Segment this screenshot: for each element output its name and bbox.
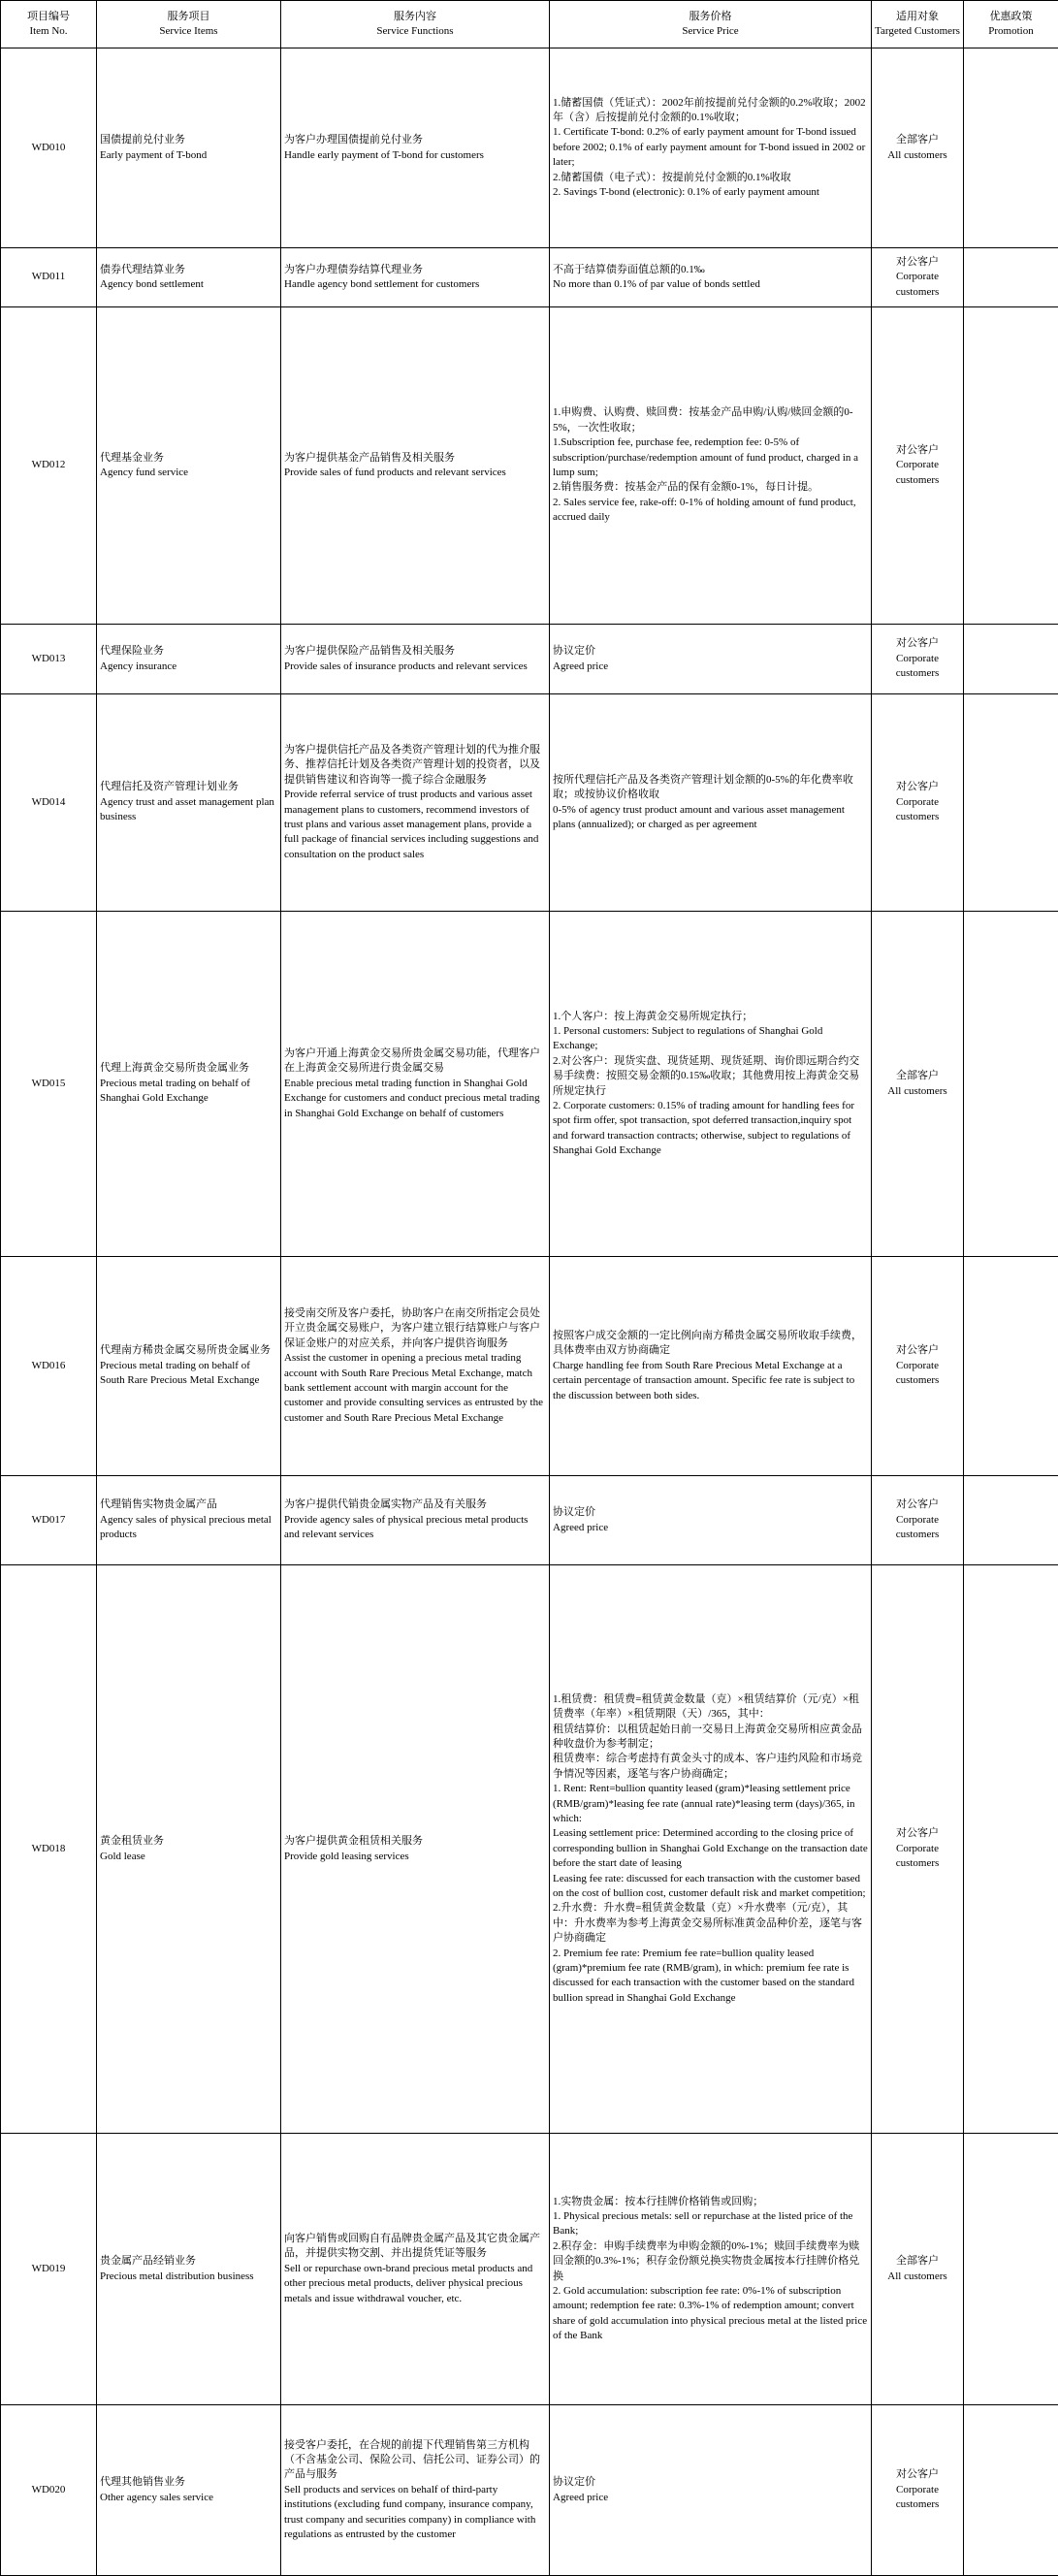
service-price-line: 1. Rent: Rent=bullion quantity leased (gram)*leasing settlement price (RMB/gram)*leasing fee rate (annual rate)*leasing term (days)/365, in which:	[553, 1782, 868, 1826]
service-price-line: Charge handling fee from South Rare Precious Metal Exchange at a certain percentage of transaction amount. Specific fee rate is subject to the discussion between both sides.	[553, 1359, 868, 1403]
targeted-customers-line: customers	[875, 2497, 960, 2512]
targeted-customers-cell	[872, 2405, 964, 2576]
service-price-line: 1.实物贵金属：按本行挂牌价格销售或回购；	[553, 2195, 868, 2209]
promotion-cell	[964, 1476, 1058, 1565]
header-item-no: 项目编号 Item No.	[1, 1, 97, 48]
service-function-cell	[281, 307, 550, 625]
targeted-customers-line: customers	[875, 1856, 960, 1871]
service-item-line: 代理保险业务	[100, 644, 277, 659]
service-item-line: Agency bond settlement	[100, 277, 277, 292]
service-price-line: 协议定价	[553, 1505, 868, 1520]
service-price-cell	[550, 248, 872, 307]
promotion-cell	[964, 2134, 1058, 2405]
targeted-customers-line: All customers	[875, 1084, 960, 1099]
service-price-cell	[550, 48, 872, 248]
targeted-customers-cell	[872, 248, 964, 307]
service-price-cell	[550, 307, 872, 625]
item-no-text: WD014	[32, 796, 66, 808]
targeted-customers-line: 对公客户	[875, 780, 960, 794]
targeted-customers-line: customers	[875, 285, 960, 300]
table-row	[1, 694, 1058, 912]
item-no-cell	[1, 1257, 97, 1476]
service-item-line: Precious metal distribution business	[100, 2270, 277, 2284]
service-price-line: 2.储蓄国债（电子式）：按提前兑付金额的0.1%收取	[553, 171, 868, 185]
service-function-cell	[281, 48, 550, 248]
service-price-line: 1.储蓄国债（凭证式）：2002年前按提前兑付金额的0.2%收取；2002年（含）后按提前兑付金额的0.1%收取；	[553, 96, 868, 126]
targeted-customers-line: 全部客户	[875, 2254, 960, 2269]
service-function-line: 为客户提供信托产品及各类资产管理计划的代为推介服务、推荐信托计划及各类资产管理计划的投资者，以及提供销售建议和咨询等一揽子综合金融服务	[284, 743, 546, 788]
table-row	[1, 248, 1058, 307]
service-function-cell	[281, 912, 550, 1257]
service-item-line: 代理销售实物贵金属产品	[100, 1497, 277, 1512]
service-item-line: Agency sales of physical precious metal products	[100, 1513, 277, 1543]
service-function-line: 接受客户委托，在合规的前提下代理销售第三方机构（不含基金公司、保险公司、信托公司、证券公司）的产品与服务	[284, 2438, 546, 2483]
service-price-line: 2. Gold accumulation: subscription fee rate: 0%-1% of subscription amount; redemption fee rate: 0.3%-1% of redemption amount; convert share of gold accumulation into physical precious metal at the listed price of the Bank	[553, 2284, 868, 2344]
item-no-text: WD013	[32, 653, 66, 664]
service-function-cell	[281, 248, 550, 307]
table-row	[1, 1476, 1058, 1565]
service-price-line: 2.积存金：申购手续费率为申购金额的0%-1%；赎回手续费率为赎回金额的0.3%-1%；积存金份额兑换实物贵金属按本行挂牌价格兑换	[553, 2239, 868, 2284]
targeted-customers-line: customers	[875, 1528, 960, 1542]
promotion-cell	[964, 625, 1058, 694]
service-price-line: 1.个人客户：按上海黄金交易所规定执行；	[553, 1010, 868, 1024]
service-function-line: Handle early payment of T-bond for customers	[284, 148, 546, 163]
service-price-cell	[550, 694, 872, 912]
service-price-line: Agreed price	[553, 2491, 868, 2505]
service-item-cell	[97, 1476, 281, 1565]
item-no-text: WD018	[32, 1843, 66, 1854]
targeted-customers-line: Corporate	[875, 1842, 960, 1856]
promotion-cell	[964, 248, 1058, 307]
service-price-line: 2. Savings T-bond (electronic): 0.1% of early payment amount	[553, 185, 868, 200]
service-function-line: Sell or repurchase own-brand precious metal products and other precious metal products, deliver physical precious metals and issue withdrawal voucher, etc.	[284, 2262, 546, 2306]
table-header-row	[1, 1, 1058, 48]
targeted-customers-line: 对公客户	[875, 1343, 960, 1358]
service-item-cell	[97, 1565, 281, 2134]
item-no-text: WD017	[32, 1514, 66, 1526]
item-no-cell	[1, 48, 97, 248]
item-no-cell	[1, 2405, 97, 2576]
service-item-line: 代理基金业务	[100, 451, 277, 466]
table-row	[1, 625, 1058, 694]
targeted-customers-line: customers	[875, 666, 960, 681]
promotion-cell	[964, 307, 1058, 625]
service-price-line: 按所代理信托产品及各类资产管理计划金额的0-5%的年化费率收取；或按协议价格收取	[553, 773, 868, 803]
table-row	[1, 1565, 1058, 2134]
service-function-cell	[281, 694, 550, 912]
service-item-cell	[97, 625, 281, 694]
service-item-cell	[97, 1257, 281, 1476]
service-function-line: Provide sales of fund products and relevant services	[284, 466, 546, 480]
targeted-customers-cell	[872, 1476, 964, 1565]
service-item-line: Gold lease	[100, 1850, 277, 1864]
item-no-cell	[1, 1565, 97, 2134]
header-targeted-customers: 适用对象 Targeted Customers	[872, 1, 964, 48]
service-price-line: 2. Sales service fee, rake-off: 0-1% of holding amount of fund product, accrued daily	[553, 496, 868, 526]
service-item-cell	[97, 248, 281, 307]
targeted-customers-line: 对公客户	[875, 2467, 960, 2482]
service-item-cell	[97, 48, 281, 248]
targeted-customers-line: customers	[875, 810, 960, 824]
header-service-functions: 服务内容 Service Functions	[281, 1, 550, 48]
service-price-line: 协议定价	[553, 644, 868, 659]
service-price-line: 2. Corporate customers: 0.15% of trading amount for handling fees for spot firm offer, spot transaction, spot deferred transaction,inquiry spot and forward transaction contracts; otherwise, subject to regulations of Shanghai Gold Exchange	[553, 1099, 868, 1159]
service-price-line: 1. Physical precious metals: sell or repurchase at the listed price of the Bank;	[553, 2209, 868, 2239]
table-row	[1, 2134, 1058, 2405]
service-function-line: 为客户办理债券结算代理业务	[284, 263, 546, 277]
service-item-cell	[97, 2405, 281, 2576]
targeted-customers-line: All customers	[875, 2270, 960, 2284]
targeted-customers-cell	[872, 1565, 964, 2134]
targeted-customers-line: 对公客户	[875, 443, 960, 458]
promotion-cell	[964, 694, 1058, 912]
targeted-customers-line: All customers	[875, 148, 960, 163]
service-price-line: 按照客户成交金额的一定比例向南方稀贵金属交易所收取手续费，具体费率由双方协商确定	[553, 1329, 868, 1359]
item-no-cell	[1, 912, 97, 1257]
service-function-line: 为客户办理国债提前兑付业务	[284, 133, 546, 147]
promotion-cell	[964, 1257, 1058, 1476]
item-no-text: WD016	[32, 1360, 66, 1371]
service-function-cell	[281, 1476, 550, 1565]
service-price-line: 1.租赁费：租赁费=租赁黄金数量（克）×租赁结算价（元/克）×租赁费率（年率）×租赁期限（天）/365，其中：	[553, 1692, 868, 1723]
header-service-price: 服务价格 Service Price	[550, 1, 872, 48]
service-function-line: Provide referral service of trust products and various asset management plans to customers, recommend investors of trust plans and various asset management plans, provide a full package of financial services including suggestions and consultation on the product sales	[284, 788, 546, 862]
service-item-line: Precious metal trading on behalf of South Rare Precious Metal Exchange	[100, 1359, 277, 1389]
service-item-cell	[97, 2134, 281, 2405]
targeted-customers-cell	[872, 694, 964, 912]
service-price-cell	[550, 625, 872, 694]
service-item-line: 代理南方稀贵金属交易所贵金属业务	[100, 1343, 277, 1358]
service-price-line: Agreed price	[553, 1521, 868, 1535]
service-function-cell	[281, 625, 550, 694]
service-price-cell	[550, 1476, 872, 1565]
service-item-cell	[97, 912, 281, 1257]
targeted-customers-cell	[872, 2134, 964, 2405]
promotion-cell	[964, 1565, 1058, 2134]
service-item-cell	[97, 694, 281, 912]
service-function-line: 为客户提供黄金租赁相关服务	[284, 1834, 546, 1849]
service-function-line: 为客户提供基金产品销售及相关服务	[284, 451, 546, 466]
service-price-line: 2. Premium fee rate: Premium fee rate=bullion quality leased (gram)*premium fee rate (RMB/gram), in which: premium fee rate is discussed for each transaction with the customer based on the standard bullion spread in Shanghai Gold Exchange	[553, 1947, 868, 2007]
service-function-line: Handle agency bond settlement for customers	[284, 277, 546, 292]
service-function-line: Provide agency sales of physical precious metal products and relevant services	[284, 1513, 546, 1543]
service-item-cell	[97, 307, 281, 625]
targeted-customers-cell	[872, 625, 964, 694]
service-function-line: 接受南交所及客户委托，协助客户在南交所指定会员处开立贵金属交易账户，为客户建立银行结算账户与客户保证金账户的对应关系，并向客户提供咨询服务	[284, 1306, 546, 1351]
service-item-line: Precious metal trading on behalf of Shanghai Gold Exchange	[100, 1077, 277, 1107]
service-price-cell	[550, 912, 872, 1257]
service-function-line: Assist the customer in opening a precious metal trading account with South Rare Precious Metal Exchange, match bank settlement account with margin account for the customer and provide consulting services as entrusted by the customer and South Rare Precious Metal Exchange	[284, 1351, 546, 1426]
service-function-cell	[281, 2405, 550, 2576]
service-function-line: Provide gold leasing services	[284, 1850, 546, 1864]
service-price-line: Agreed price	[553, 660, 868, 674]
service-price-line: Leasing settlement price: Determined according to the closing price of corresponding bullion in Shanghai Gold Exchange on the transaction date before the start date of leasing	[553, 1826, 868, 1871]
service-item-line: 贵金属产品经销业务	[100, 2254, 277, 2269]
service-price-line: 2.升水费：升水费=租赁黄金数量（克）×升水费率（元/克），其中：升水费率为参考上海黄金交易所标准黄金品种价差，逐笔与客户协商确定	[553, 1901, 868, 1946]
targeted-customers-line: Corporate	[875, 1359, 960, 1373]
service-price-line: 不高于结算债券面值总额的0.1‰	[553, 263, 868, 277]
service-price-line: Leasing fee rate: discussed for each transaction with the customer based on the cost of bullion cost, customer default risk and market competition;	[553, 1872, 868, 1902]
item-no-text: WD015	[32, 1078, 66, 1089]
header-promotion: 优惠政策 Promotion	[964, 1, 1058, 48]
promotion-cell	[964, 48, 1058, 248]
service-function-line: 为客户开通上海黄金交易所贵金属交易功能，代理客户在上海黄金交易所进行贵金属交易	[284, 1046, 546, 1077]
service-item-line: Agency insurance	[100, 660, 277, 674]
item-no-text: WD012	[32, 459, 66, 470]
service-function-line: Provide sales of insurance products and relevant services	[284, 660, 546, 674]
item-no-text: WD020	[32, 2484, 66, 2496]
service-function-cell	[281, 1565, 550, 2134]
item-no-cell	[1, 2134, 97, 2405]
targeted-customers-cell	[872, 307, 964, 625]
service-function-cell	[281, 1257, 550, 1476]
targeted-customers-cell	[872, 912, 964, 1257]
service-item-line: 债券代理结算业务	[100, 263, 277, 277]
service-item-line: Other agency sales service	[100, 2491, 277, 2505]
service-function-cell	[281, 2134, 550, 2405]
targeted-customers-line: 全部客户	[875, 133, 960, 147]
service-price-line: 0-5% of agency trust product amount and various asset management plans (annualized); or charged as per agreement	[553, 803, 868, 833]
item-no-cell	[1, 625, 97, 694]
service-price-line: 2.对公客户：现货实盘、现货延期、现货延期、询价即远期合约交易手续费：按照交易金额的0.15‰收取；其他费用按上海黄金交易所规定执行	[553, 1054, 868, 1099]
targeted-customers-cell	[872, 1257, 964, 1476]
service-price-line: No more than 0.1% of par value of bonds settled	[553, 277, 868, 292]
service-price-line: 1.Subscription fee, purchase fee, redemption fee: 0-5% of subscription/purchase/redemption amount of fund product, charged in a lump sum;	[553, 435, 868, 480]
service-function-line: Enable precious metal trading function in Shanghai Gold Exchange for customers and conduct precious metal trading in Shanghai Gold Exchange on behalf of customers	[284, 1077, 546, 1121]
service-price-line: 1.申购费、认购费、赎回费：按基金产品申购/认购/赎回金额的0-5%，一次性收取；	[553, 405, 868, 435]
table-row	[1, 912, 1058, 1257]
service-item-line: 代理信托及资产管理计划业务	[100, 780, 277, 794]
targeted-customers-line: 对公客户	[875, 1826, 960, 1841]
table-row	[1, 2405, 1058, 2576]
service-item-line: Agency fund service	[100, 466, 277, 480]
service-price-cell	[550, 2134, 872, 2405]
header-service-items: 服务项目 Service Items	[97, 1, 281, 48]
targeted-customers-line: Corporate	[875, 652, 960, 666]
service-function-line: Sell products and services on behalf of third-party institutions (excluding fund company, insurance company, trust company and securities company) in compliance with regulations as entrusted by the customer	[284, 2483, 546, 2543]
service-item-line: 黄金租赁业务	[100, 1834, 277, 1849]
service-item-line: 国债提前兑付业务	[100, 133, 277, 147]
item-no-cell	[1, 1476, 97, 1565]
targeted-customers-line: Corporate	[875, 458, 960, 472]
service-price-cell	[550, 1257, 872, 1476]
targeted-customers-line: Corporate	[875, 795, 960, 810]
promotion-cell	[964, 912, 1058, 1257]
service-price-line: 协议定价	[553, 2475, 868, 2490]
service-item-line: 代理上海黄金交易所贵金属业务	[100, 1061, 277, 1076]
service-function-line: 为客户提供保险产品销售及相关服务	[284, 644, 546, 659]
item-no-cell	[1, 248, 97, 307]
service-function-line: 为客户提供代销贵金属实物产品及有关服务	[284, 1497, 546, 1512]
promotion-cell	[964, 2405, 1058, 2576]
service-item-line: 代理其他销售业务	[100, 2475, 277, 2490]
targeted-customers-line: customers	[875, 1373, 960, 1388]
targeted-customers-line: 全部客户	[875, 1069, 960, 1083]
targeted-customers-line: 对公客户	[875, 1497, 960, 1512]
table-row	[1, 1257, 1058, 1476]
targeted-customers-line: Corporate	[875, 1513, 960, 1528]
service-price-line: 租赁结算价：以租赁起始日前一交易日上海黄金交易所相应黄金品种收盘价为参考制定；	[553, 1723, 868, 1753]
service-price-line: 1. Certificate T-bond: 0.2% of early payment amount for T-bond issued before 2002; 0.1% of early payment amount for T-bond issued in 2002 or later;	[553, 125, 868, 170]
service-price-cell	[550, 1565, 872, 2134]
targeted-customers-line: Corporate	[875, 2483, 960, 2497]
service-price-cell	[550, 2405, 872, 2576]
service-function-line: 向客户销售或回购自有品牌贵金属产品及其它贵金属产品，并提供实物交割、并出提货凭证等服务	[284, 2232, 546, 2262]
item-no-text: WD019	[32, 2263, 66, 2274]
item-no-text: WD010	[32, 142, 66, 153]
service-price-line: 1. Personal customers: Subject to regulations of Shanghai Gold Exchange;	[553, 1024, 868, 1054]
item-no-text: WD011	[32, 271, 65, 282]
service-item-line: Agency trust and asset management plan business	[100, 795, 277, 825]
table-row	[1, 48, 1058, 248]
service-price-line: 租赁费率：综合考虑持有黄金头寸的成本、客户违约风险和市场竞争情况等因素，逐笔与客户协商确定；	[553, 1752, 868, 1782]
item-no-cell	[1, 694, 97, 912]
service-price-line: 2.销售服务费：按基金产品的保有金额0-1%，每日计提。	[553, 480, 868, 495]
targeted-customers-line: 对公客户	[875, 255, 960, 270]
item-no-cell	[1, 307, 97, 625]
table-row	[1, 307, 1058, 625]
targeted-customers-line: 对公客户	[875, 636, 960, 651]
service-item-line: Early payment of T-bond	[100, 148, 277, 163]
targeted-customers-cell	[872, 48, 964, 248]
targeted-customers-line: customers	[875, 473, 960, 488]
targeted-customers-line: Corporate	[875, 270, 960, 284]
